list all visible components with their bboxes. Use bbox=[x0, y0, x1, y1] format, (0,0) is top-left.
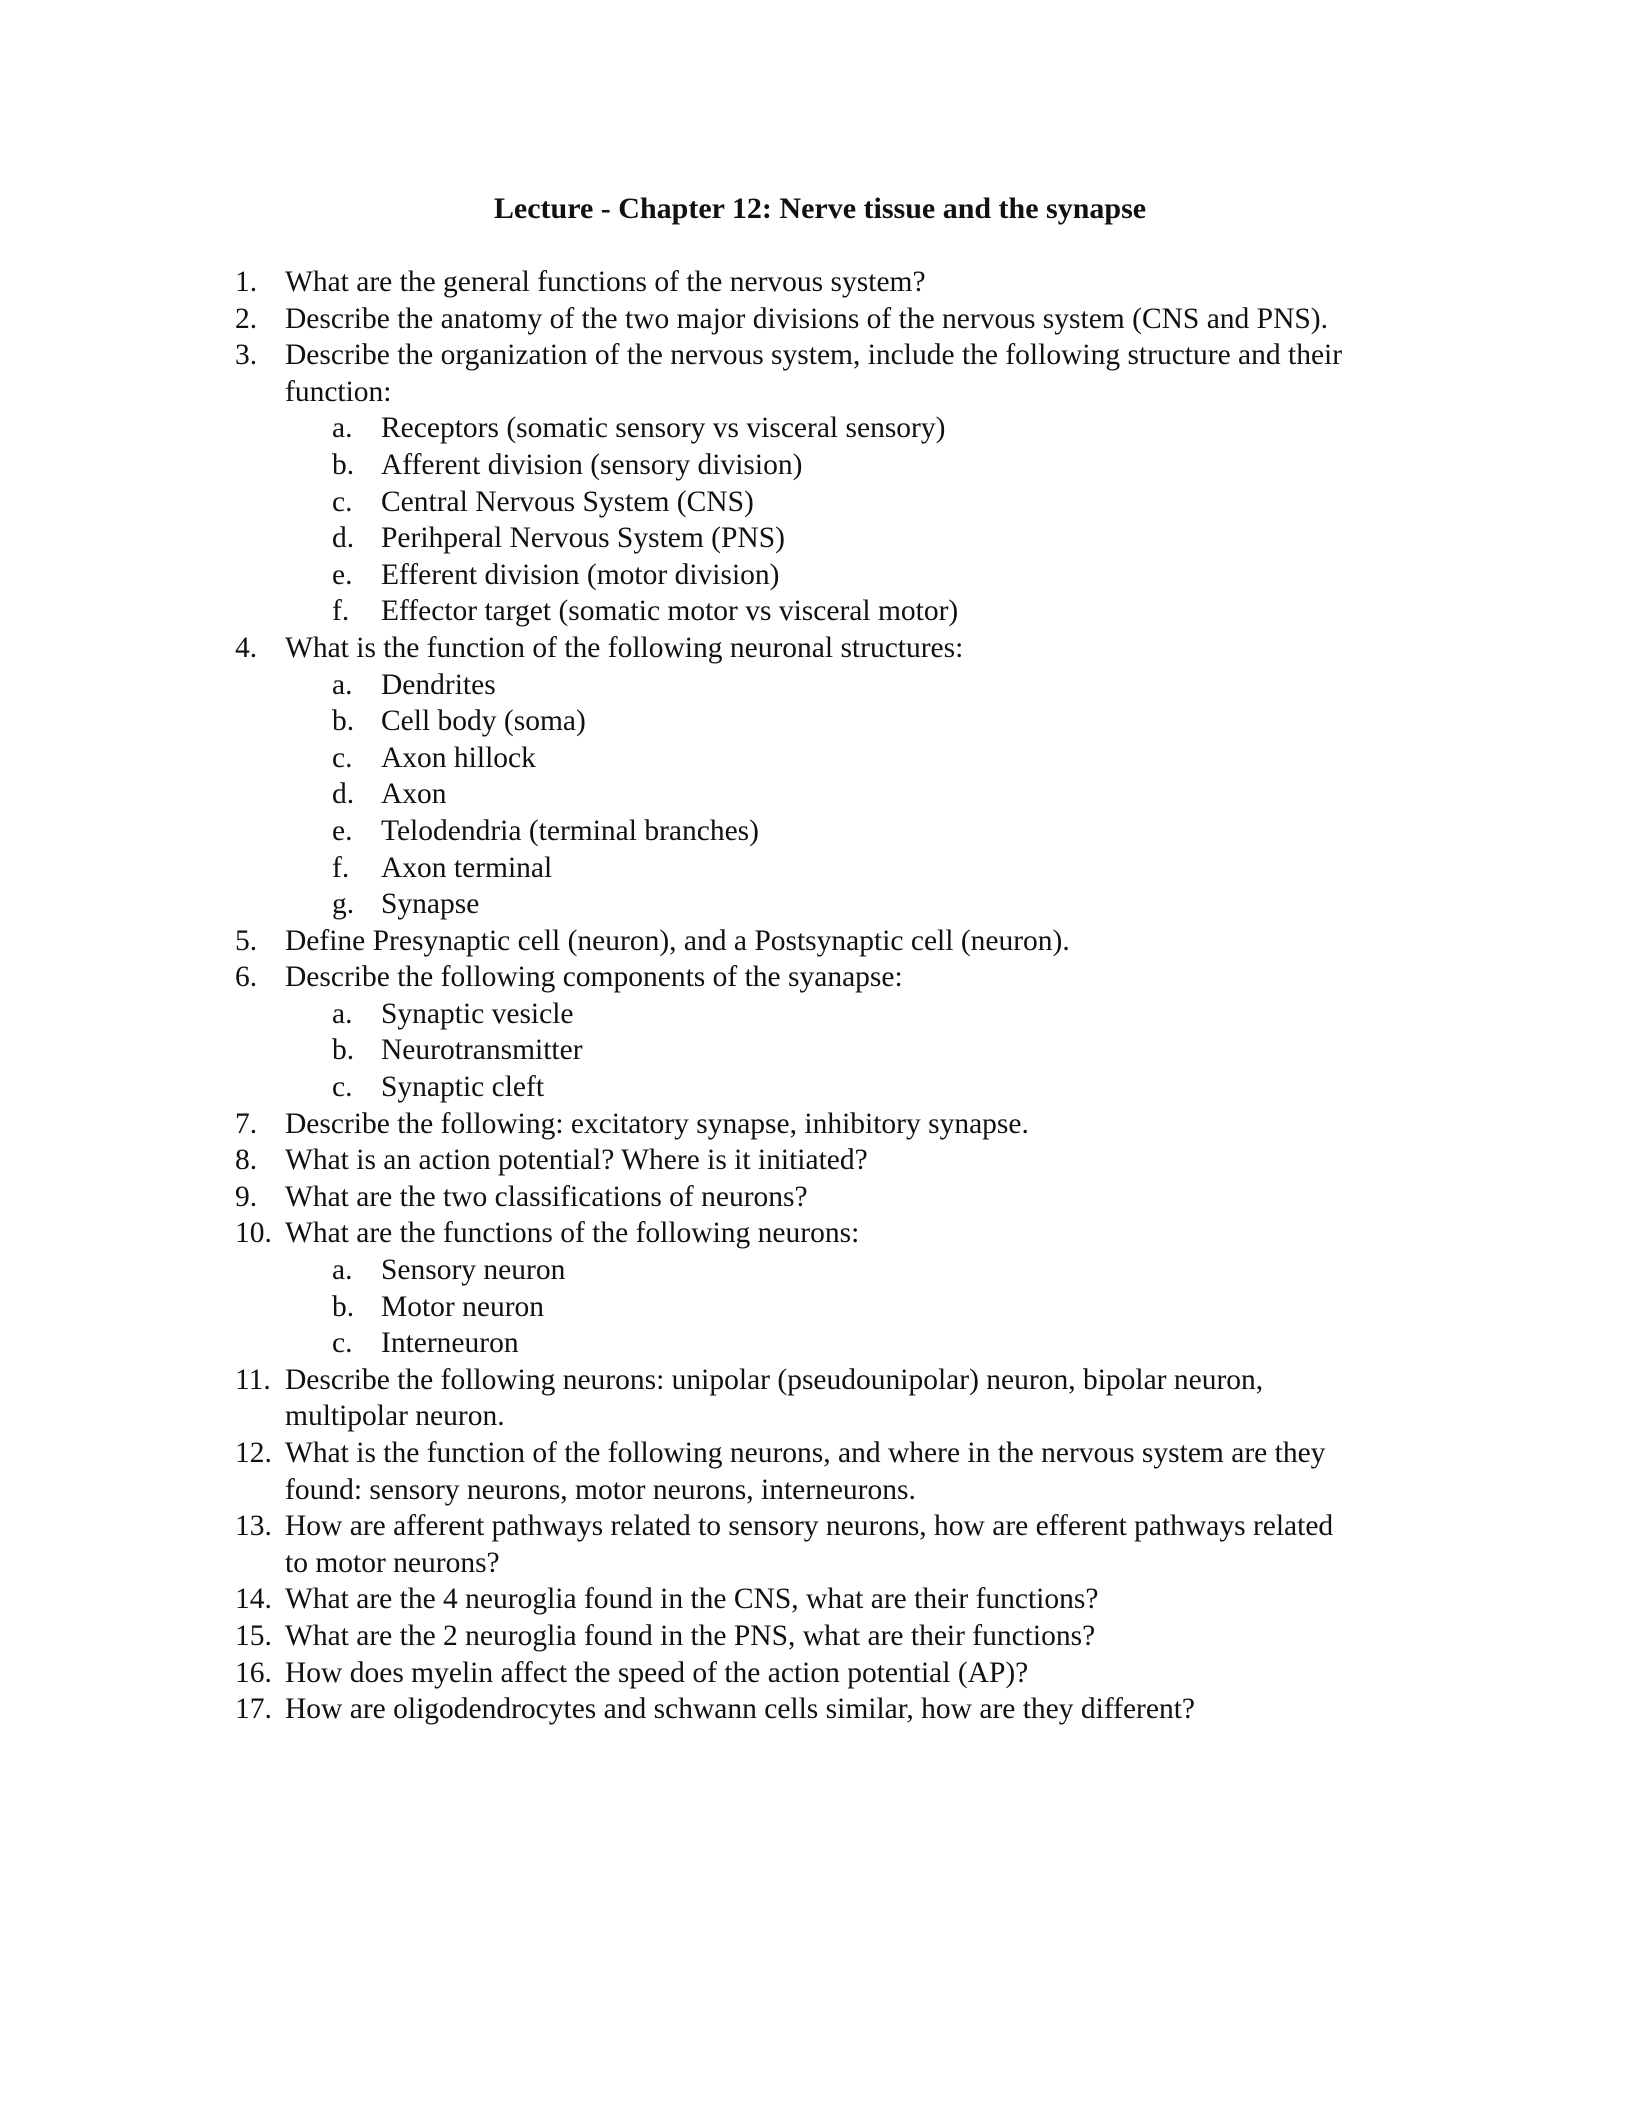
question-text: What are the 2 neuroglia found in the PNS, what are their functions? bbox=[285, 1619, 1096, 1652]
question-text: Define Presynaptic cell (neuron), and a Postsynaptic cell (neuron). bbox=[285, 924, 1070, 957]
sub-item-text: Afferent division (sensory division) bbox=[381, 448, 803, 481]
question-number: 4. bbox=[235, 631, 258, 664]
question-text: What is the function of the following neurons, and where in the nervous system are they bbox=[285, 1437, 1326, 1469]
sub-item-text: Interneuron bbox=[381, 1327, 519, 1360]
question-item bbox=[235, 1581, 1435, 1618]
sub-item-text: Effector target (somatic motor vs visceral motor) bbox=[381, 595, 959, 628]
page-title: Lecture - Chapter 12: Nerve tissue and the synapse bbox=[493, 192, 1147, 225]
question-item bbox=[235, 301, 1435, 338]
sub-item bbox=[235, 557, 1435, 594]
sub-item bbox=[235, 1069, 1435, 1106]
sub-item-text: Cell body (soma) bbox=[381, 705, 586, 738]
question-text: multipolar neuron. bbox=[285, 1400, 505, 1433]
sub-item bbox=[235, 520, 1435, 557]
sub-item-letter: a. bbox=[332, 1254, 353, 1287]
sub-item-text: Efferent division (motor division) bbox=[381, 558, 780, 591]
sub-item-letter: b. bbox=[332, 448, 355, 481]
sub-item bbox=[235, 593, 1435, 630]
question-item bbox=[235, 1618, 1435, 1655]
sub-item-text: Synapse bbox=[381, 888, 480, 921]
sub-item-letter: f. bbox=[332, 851, 350, 884]
sub-item bbox=[235, 850, 1435, 887]
question-item bbox=[235, 264, 1435, 301]
sub-item-text: Motor neuron bbox=[381, 1290, 545, 1323]
question-number: 13. bbox=[235, 1510, 272, 1543]
sub-item bbox=[235, 1289, 1435, 1326]
question-number: 10. bbox=[235, 1217, 272, 1250]
question-continuation bbox=[235, 1545, 1435, 1582]
sub-item-letter: a. bbox=[332, 412, 353, 445]
question-text: What is the function of the following neuronal structures: bbox=[285, 631, 964, 664]
question-number: 2. bbox=[235, 302, 258, 335]
sub-item-text: Neurotransmitter bbox=[381, 1034, 583, 1067]
sub-item bbox=[235, 703, 1435, 740]
sub-item bbox=[235, 886, 1435, 923]
sub-item-text: Dendrites bbox=[381, 668, 496, 701]
question-text: to motor neurons? bbox=[285, 1546, 500, 1579]
question-item bbox=[235, 1362, 1435, 1399]
sub-item-letter: b. bbox=[332, 1034, 355, 1067]
question-text: What are the two classifications of neurons? bbox=[285, 1180, 808, 1213]
question-item bbox=[235, 923, 1435, 960]
sub-item-text: Receptors (somatic sensory vs visceral sensory) bbox=[381, 412, 946, 445]
question-list bbox=[235, 264, 1435, 1728]
sub-item-letter: c. bbox=[332, 1071, 353, 1104]
question-text: What are the general functions of the nervous system? bbox=[285, 266, 926, 298]
sub-item bbox=[235, 410, 1435, 447]
sub-item-letter: c. bbox=[332, 741, 353, 774]
question-number: 9. bbox=[235, 1180, 258, 1213]
question-number: 3. bbox=[235, 339, 258, 372]
sub-item-letter: a. bbox=[332, 997, 353, 1030]
question-item bbox=[235, 1142, 1435, 1179]
sub-item-text: Axon terminal bbox=[381, 851, 553, 884]
question-number: 1. bbox=[235, 266, 258, 298]
sub-item bbox=[235, 1032, 1435, 1069]
sub-item-letter: c. bbox=[332, 1327, 353, 1360]
sub-item-letter: a. bbox=[332, 668, 353, 701]
question-number: 11. bbox=[235, 1363, 271, 1396]
sub-item-letter: e. bbox=[332, 558, 353, 591]
question-text: How are oligodendrocytes and schwann cells similar, how are they different? bbox=[285, 1693, 1196, 1726]
question-continuation bbox=[235, 374, 1435, 411]
question-number: 17. bbox=[235, 1693, 272, 1726]
sub-item-letter: f. bbox=[332, 595, 350, 628]
question-text: What are the functions of the following neurons: bbox=[285, 1217, 860, 1250]
sub-item-text: Sensory neuron bbox=[381, 1254, 566, 1287]
question-number: 7. bbox=[235, 1107, 258, 1140]
sub-item-text: Central Nervous System (CNS) bbox=[381, 485, 754, 518]
question-item bbox=[235, 1106, 1435, 1143]
question-item bbox=[235, 337, 1435, 374]
question-item bbox=[235, 959, 1435, 996]
question-text: Describe the following neurons: unipolar (pseudounipolar) neuron, bipolar neuron, bbox=[285, 1363, 1264, 1396]
question-number: 8. bbox=[235, 1144, 258, 1177]
question-text: Describe the following: excitatory synapse, inhibitory synapse. bbox=[285, 1107, 1029, 1140]
sub-item bbox=[235, 813, 1435, 850]
question-text: function: bbox=[285, 375, 392, 408]
question-item bbox=[235, 1179, 1435, 1216]
sub-item-letter: g. bbox=[332, 888, 355, 921]
question-continuation bbox=[235, 1398, 1435, 1435]
question-item bbox=[235, 1435, 1435, 1472]
sub-item bbox=[235, 740, 1435, 777]
sub-item bbox=[235, 1325, 1435, 1362]
question-text: Describe the organization of the nervous system, include the following structure and their bbox=[285, 339, 1343, 372]
question-item bbox=[235, 1215, 1435, 1252]
sub-item-letter: b. bbox=[332, 705, 355, 738]
question-text: Describe the following components of the syanapse: bbox=[285, 961, 903, 994]
sub-item bbox=[235, 667, 1435, 704]
question-number: 14. bbox=[235, 1583, 272, 1616]
question-continuation bbox=[235, 1472, 1435, 1509]
sub-item-text: Telodendria (terminal branches) bbox=[381, 814, 759, 847]
sub-item bbox=[235, 996, 1435, 1033]
sub-item bbox=[235, 776, 1435, 813]
question-number: 5. bbox=[235, 924, 258, 957]
sub-item-letter: b. bbox=[332, 1290, 355, 1323]
question-text: found: sensory neurons, motor neurons, interneurons. bbox=[285, 1473, 916, 1506]
sub-item bbox=[235, 484, 1435, 521]
sub-item bbox=[235, 447, 1435, 484]
sub-item-text: Axon bbox=[381, 778, 447, 811]
sub-item-text: Synaptic vesicle bbox=[381, 997, 574, 1030]
sub-item-text: Synaptic cleft bbox=[381, 1071, 545, 1104]
question-text: What is an action potential? Where is it initiated? bbox=[285, 1144, 868, 1177]
sub-item-letter: e. bbox=[332, 814, 353, 847]
question-text: Describe the anatomy of the two major divisions of the nervous system (CNS and PNS). bbox=[285, 302, 1329, 335]
question-item bbox=[235, 1691, 1435, 1728]
sub-item-letter: d. bbox=[332, 522, 355, 555]
question-number: 15. bbox=[235, 1619, 272, 1652]
question-item bbox=[235, 630, 1435, 667]
sub-item-text: Perihperal Nervous System (PNS) bbox=[381, 522, 785, 555]
question-item bbox=[235, 1655, 1435, 1692]
sub-item bbox=[235, 1252, 1435, 1289]
question-number: 16. bbox=[235, 1656, 272, 1689]
question-text: How does myelin affect the speed of the action potential (AP)? bbox=[285, 1656, 1029, 1689]
sub-item-letter: d. bbox=[332, 778, 355, 811]
sub-item-text: Axon hillock bbox=[381, 741, 536, 774]
question-item bbox=[235, 1508, 1435, 1545]
question-number: 12. bbox=[235, 1437, 272, 1469]
sub-item-letter: c. bbox=[332, 485, 353, 518]
question-text: How are afferent pathways related to sensory neurons, how are efferent pathways related bbox=[285, 1510, 1334, 1543]
question-number: 6. bbox=[235, 961, 258, 994]
question-text: What are the 4 neuroglia found in the CNS, what are their functions? bbox=[285, 1583, 1099, 1616]
